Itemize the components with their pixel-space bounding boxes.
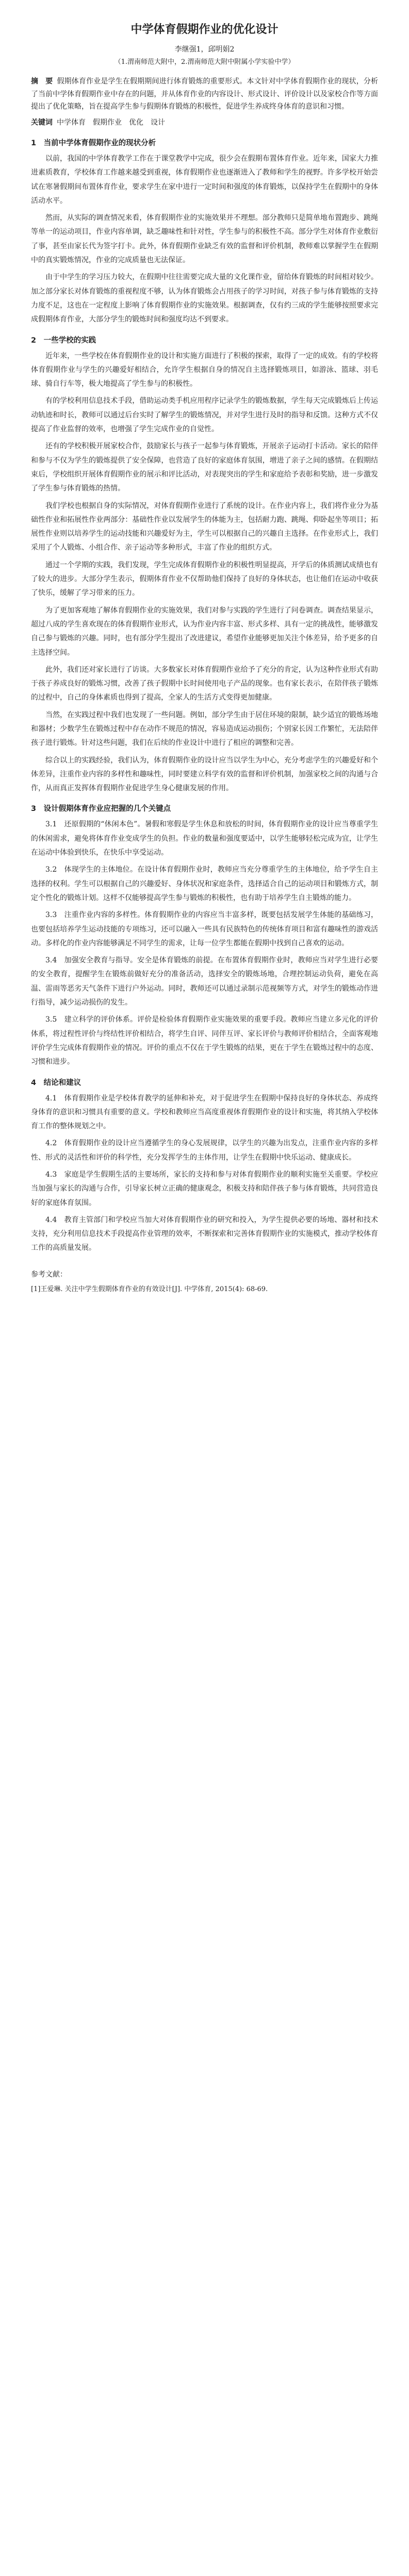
body-paragraph: 我们学校也根据自身的实际情况，对体育假期作业进行了系统的设计。在作业内容上，我们将作业分为基础性作业和拓展性作业两部分：基础性作业以发展学生的体能为主，包括耐力跑、跳绳、仰卧起坐等项目；拓展性作业则以培养学生的运动技能和兴趣爱好为主，学生可以根据自己的兴趣自主选择。在作业形式上，我们采用了个人锻炼、小组合作、亲子运动等多种形式，丰富了作业的组织方式。 (31, 501, 378, 552)
body-paragraph: 当然，在实践过程中我们也发现了一些问题。例如，部分学生由于居住环境的限制，缺少适宜的锻炼场地和器材；少数学生在锻炼过程中存在动作不规范的情况，容易造成运动损伤；个别家长因工作繁忙，无法陪伴孩子进行锻炼。针对这些问题，我们在后续的作业设计中进行了相应的调整和完善。 (31, 710, 378, 748)
body-paragraph: 为了更加客观地了解体育假期作业的实施效果，我们对参与实践的学生进行了问卷调查。调查结果显示，超过八成的学生喜欢现在的体育假期作业形式，认为作业内容丰富、形式多样、具有一定的挑战性，能够激发自己参与锻炼的兴趣。同时，也有部分学生提出了改进建议，希望作业能够更加关注个体差异，给予更多的自主选择空间。 (31, 606, 378, 657)
keywords-label: 关键词 (31, 118, 53, 127)
paper-authors: 李继强1，邱明娟2 (174, 45, 235, 54)
reference-item: [1]王爱琳. 关注中学生假期体育作业的有效设计[J]. 中学体育, 2015(4): 68-69. (31, 1285, 268, 1293)
body-paragraph: 近年来，一些学校在体育假期作业的设计和实施方面进行了积极的探索，取得了一定的成效。有的学校将体育假期作业与学生的兴趣爱好相结合，允许学生根据自身的情况自主选择锻炼项目，如游泳、篮球、羽毛球、骑自行车等，极大地提高了学生参与的积极性。 (31, 351, 378, 388)
section-heading: 2 一些学校的实践 (31, 336, 96, 345)
section-heading: 1 当前中学体育假期作业的现状分析 (31, 139, 156, 147)
references-label: 参考文献： (31, 1270, 67, 1279)
body-paragraph: 4.1 体育假期作业是学校体育教学的延伸和补充，对于促进学生在假期中保持良好的身体状态、养成终身体育的意识和习惯具有重要的意义。学校和教师应当高度重视体育假期作业的设计和实施，将其纳入学校体育工作的整体规划之中。 (31, 1094, 378, 1131)
keywords-block (31, 116, 378, 129)
paper-title: 中学体育假期作业的优化设计 (130, 23, 279, 36)
body-paragraph: 综合以上的实践经验，我们认为，体育假期作业的设计应当以学生为中心，充分考虑学生的兴趣爱好和个体差异，注重作业内容的多样性和趣味性，同时要建立科学有效的监督和评价机制，加强家校之间的沟通与合作，从而真正发挥体育假期作业促进学生身心健康发展的作用。 (31, 756, 378, 793)
body-paragraph: 由于中学生的学习压力较大，在假期中往往需要完成大量的文化课作业，留给体育锻炼的时间相对较少。加之部分家长对体育锻炼的重视程度不够，认为体育锻炼会占用孩子的学习时间，对孩子参与体育锻炼的支持力度不足，这也在一定程度上影响了体育假期作业的实施效果。根据调查，仅有约三成的学生能够按照要求完成假期体育作业，大部分学生的锻炼时间和强度均达不到要求。 (31, 273, 378, 324)
body-paragraph: 3.4 加强安全教育与指导。安全是体育锻炼的前提。在布置体育假期作业时，教师应当对学生进行必要的安全教育，提醒学生在锻炼前做好充分的准备活动，选择安全的锻炼场地，合理控制运动负荷，避免在高温、雷雨等恶劣天气条件下进行户外运动。同时，教师还可以通过录制示范视频等方式，对学生的锻炼动作进行指导，减少运动损伤的发生。 (31, 956, 378, 1007)
body-paragraph: 此外，我们还对家长进行了访谈。大多数家长对体育假期作业给予了充分的肯定，认为这种作业形式有助于孩子养成良好的锻炼习惯，改善了孩子假期中长时间使用电子产品的现象。也有家长表示，在陪伴孩子锻炼的过程中，自己的身体素质也得到了提高，全家人的生活方式变得更加健康。 (31, 665, 378, 702)
body-paragraph: 3.5 建立科学的评价体系。评价是检验体育假期作业实施效果的重要手段。教师应当建立多元化的评价体系，将过程性评价与终结性评价相结合，将学生自评、同伴互评、家长评价与教师评价相结合，全面客观地评价学生完成体育假期作业的情况。评价的重点不仅在于学生锻炼的结果，更在于学生在锻炼过程中的态度、习惯和进步。 (31, 1015, 378, 1066)
abstract-block (31, 75, 378, 113)
body-paragraph: 4.2 体育假期作业的设计应当遵循学生的身心发展规律，以学生的兴趣为出发点，注重作业内容的多样性、形式的灵活性和评价的科学性，充分发挥学生的主体作用，让学生在假期中快乐运动、健康成长。 (31, 1139, 378, 1162)
references-list (31, 1283, 378, 1295)
abstract-text: 假期体育作业是学生在假期期间进行体育锻炼的重要形式。本文针对中学体育假期作业的现状，分析了当前中学体育假期作业中存在的问题，并从体育作业的内容设计、形式设计、评价设计以及家校合作等方面提出了优化策略，旨在提高学生参与假期体育锻炼的积极性，促进学生养成终身体育的意识和习惯。 (31, 77, 379, 111)
abstract-label: 摘 要 (31, 77, 53, 86)
section-heading: 4 结论和建议 (31, 1078, 81, 1087)
body-paragraph: 3.3 注重作业内容的多样性。体育假期作业的内容应当丰富多样，既要包括发展学生体能的基础练习，也要包括培养学生运动技能的专项练习，还可以融入一些具有民族特色的传统体育项目和富有趣味性的游戏活动。多样化的作业内容能够满足不同学生的需求，让每一位学生都能在假期中找到自己喜欢的运动。 (31, 911, 378, 947)
paper-body (31, 137, 378, 1256)
body-paragraph: 还有的学校积极开展家校合作，鼓励家长与孩子一起参与体育锻炼，开展亲子运动打卡活动。家长的陪伴和参与不仅为学生的锻炼提供了安全保障，也营造了良好的家庭体育氛围，增进了亲子之间的感情。在假期结束后，学校组织开展体育假期作业的展示和评比活动，对表现突出的学生和家庭给予表彰和奖励，进一步激发了学生参与体育锻炼的热情。 (31, 442, 378, 493)
body-paragraph: 4.4 教育主管部门和学校应当加大对体育假期作业的研究和投入，为学生提供必要的场地、器材和技术支持，充分利用信息技术手段提高作业管理的效率，不断探索和完善体育假期作业的实施模式，推动学校体育工作的高质量发展。 (31, 1215, 378, 1252)
body-paragraph: 通过一个学期的实践，我们发现，学生完成体育假期作业的积极性明显提高，开学后的体质测试成绩也有了较大的进步。大部分学生表示，假期体育作业不仅帮助他们保持了良好的身体状态，也让他们在运动中收获了快乐，缓解了学习带来的压力。 (31, 561, 378, 598)
body-paragraph: 3.1 还原假期的“休闲本色”。暑假和寒假是学生休息和放松的时间，体育假期作业的设计应当尊重学生的休闲需求，避免将体育作业变成学生的负担。作业的数量和强度要适中，以学生能够轻松完成为宜，让学生在运动中体验到快乐，在快乐中享受运动。 (31, 820, 378, 857)
body-paragraph: 然而，从实际的调查情况来看，体育假期作业的实施效果并不理想。部分教师只是简单地布置跑步、跳绳等单一的运动项目，作业内容单调，缺乏趣味性和针对性，学生参与的积极性不高。部分学生对体育作业敷衍了事，甚至由家长代为签字打卡。此外，体育假期作业缺乏有效的监督和评价机制，教师难以掌握学生在假期中的真实锻炼情况，作业的完成质量也无法保证。 (31, 214, 378, 265)
section-heading: 3 设计假期体育作业应把握的几个关键点 (31, 805, 171, 814)
body-paragraph: 有的学校利用信息技术手段，借助运动类手机应用程序记录学生的锻炼数据，学生每天完成锻炼后上传运动轨迹和时长，教师可以通过后台实时了解学生的锻炼情况，并对学生进行及时的指导和反馈。这种方式不仅提高了作业监督的效率，也增强了学生完成作业的自觉性。 (31, 397, 378, 434)
keywords-text: 中学体育 假期作业 优化 设计 (57, 118, 165, 127)
body-paragraph: 4.3 家庭是学生假期生活的主要场所，家长的支持和参与对体育假期作业的顺利实施至关重要。学校应当加强与家长的沟通与合作，引导家长树立正确的健康观念，积极支持和陪伴孩子参与体育锻炼，共同营造良好的家庭体育氛围。 (31, 1171, 378, 1207)
body-paragraph: 以前，我国的中学体育教学工作在于课堂教学中完成，很少会在假期布置体育作业。近年来，国家大力推进素质教育，学校体育工作越来越受到重视，体育假期作业也逐渐进入了教师和学生的视野。许多学校开始尝试在寒暑假期间布置体育作业，要求学生在家中进行一定时间和强度的体育锻炼，以保持学生在假期中的身体活动水平。 (31, 155, 378, 205)
paper-affiliation: （1.渭南师范大附中，2.渭南师范大附中附属小学实验中学） (114, 58, 295, 66)
body-paragraph: 3.2 体现学生的主体地位。在设计体育假期作业时，教师应当充分尊重学生的主体地位，给予学生自主选择的权利。学生可以根据自己的兴趣爱好、身体状况和家庭条件，选择适合自己的运动项目和锻炼方式，制定个性化的锻炼计划。这样不仅能够提高学生参与锻炼的积极性，也有助于培养学生自主锻炼的能力。 (31, 866, 378, 902)
